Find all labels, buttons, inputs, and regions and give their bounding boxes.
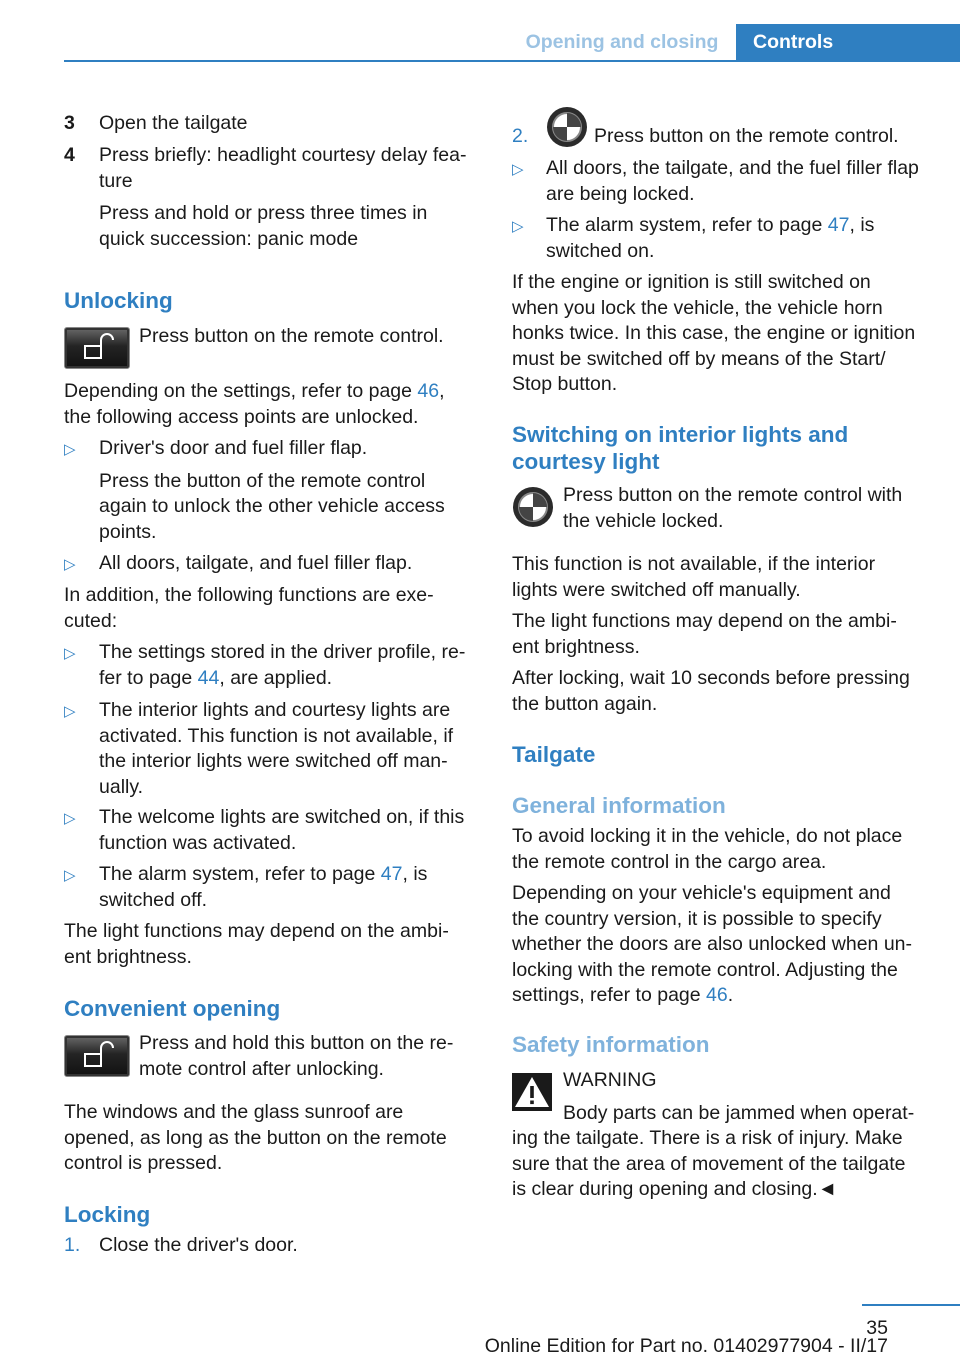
text-line: The welcome lights are switched on, if this (99, 806, 465, 828)
page-link[interactable]: 46 (417, 380, 440, 402)
text-line: Press briefly: headlight courtesy delay fea- (99, 144, 467, 166)
text-line: activated. This function is not available, if (99, 724, 454, 747)
light-paragraph (64, 919, 476, 970)
text-line: Stop button. (512, 373, 618, 395)
heading-interior-lights (512, 421, 848, 475)
text: , are applied. (219, 666, 333, 689)
text-line: Press the button of the remote control (99, 469, 426, 492)
unlocking-caption: Press button on the remote control. (139, 325, 444, 347)
page-link[interactable]: 47 (380, 863, 403, 885)
text-line: ing the tailgate. There is a risk of injury. Make (512, 1127, 903, 1149)
step-text: Open the tailgate (99, 112, 248, 134)
text-line: the following access points are unlocked. (64, 405, 419, 428)
unlocking-paragraph (64, 379, 476, 430)
chapter-tab (736, 24, 960, 61)
edition-footer: Online Edition for Part no. 01402977904 - II/17 (484, 1335, 888, 1357)
text-line: opened, as long as the button on the remote (64, 1126, 447, 1149)
interior-caption (563, 483, 902, 534)
text-line: is clear during opening and closing.◄ (512, 1178, 837, 1200)
page-link[interactable]: 46 (706, 984, 728, 1006)
text-line: locking with the remote control. Adjusting the (512, 958, 898, 981)
text: The alarm system, refer to page (546, 214, 828, 236)
warning-line-1: Body parts can be jammed when operat- (563, 1102, 915, 1124)
footer-rule (862, 1304, 960, 1306)
text-line: honks twice. In this case, the engine or ignition (512, 322, 916, 344)
text-line: Press and hold this button on the re- (139, 1032, 454, 1054)
text-line: lights were switched off manually. (512, 578, 801, 601)
text-line: when you lock the vehicle, the vehicle horn (512, 296, 883, 319)
lock-step-2 (512, 106, 932, 150)
depending-paragraph (512, 881, 928, 1009)
heading-locking: Locking (64, 1202, 151, 1227)
engine-paragraph (512, 270, 928, 398)
bullet-icon: ▷ (512, 161, 524, 178)
general-info-paragraph (512, 824, 928, 875)
text-line: To avoid locking it in the vehicle, do not place (512, 825, 903, 847)
text-line: ent brightness. (64, 945, 192, 968)
addition-paragraph (64, 583, 476, 634)
text-line: This function is not available, if the interior (512, 553, 876, 575)
text-line: control is pressed. (64, 1152, 223, 1174)
wait-paragraph (512, 666, 928, 717)
text: The alarm system, refer to page (99, 863, 381, 885)
text-line: the remote control in the cargo area. (512, 850, 827, 873)
heading-safety-information: Safety information (512, 1032, 710, 1057)
step-text: Close the driver's door. (99, 1234, 298, 1256)
text: , is (849, 214, 875, 236)
text-line: ent brightness. (512, 635, 640, 658)
bullet-icon: ▷ (64, 645, 76, 662)
bullet-icon: ▷ (64, 703, 76, 720)
heading-line: courtesy light (512, 449, 660, 474)
bmw-button-icon (546, 106, 588, 148)
section-tab: Opening and closing (525, 31, 719, 53)
text-line: must be switched off by means of the Start/ (512, 347, 886, 370)
text-line: Driver's door and fuel filler flap. (99, 437, 368, 459)
bullet-icon: ▷ (512, 218, 524, 235)
page-number: 35 (866, 1317, 888, 1339)
text-line: The interior lights and courtesy lights are (99, 699, 451, 721)
heading-line: Switching on interior lights and (512, 422, 849, 447)
text-line: cuted: (64, 609, 118, 632)
text-line: are being locked. (546, 182, 695, 205)
step-text (99, 143, 466, 252)
text-line: All doors, tailgate, and fuel filler flap. (99, 552, 413, 574)
chapter-tab-label: Controls (753, 31, 834, 53)
text-line: the vehicle locked. (563, 509, 724, 532)
text: fer to page (99, 666, 198, 689)
text-line: mote control after unlocking. (139, 1057, 384, 1080)
not-available-paragraph (512, 552, 928, 603)
text-line: If the engine or ignition is still switched on (512, 271, 871, 293)
text-line: switched on. (546, 239, 655, 262)
text-line: switched off. (99, 888, 208, 911)
unlock-button-icon (64, 327, 130, 369)
step-number: 3 (64, 112, 75, 134)
text-line: Press button on the remote control with (563, 484, 903, 506)
text: , (439, 380, 445, 402)
heading-convenient-opening: Convenient opening (64, 996, 281, 1021)
page-link[interactable]: 44 (197, 666, 220, 689)
text-line: sure that the area of movement of the tailgate (512, 1152, 906, 1175)
bullet-icon: ▷ (64, 867, 76, 884)
text: Depending on the settings, refer to page (64, 380, 418, 402)
bullet-icon: ▷ (64, 556, 76, 573)
text-line: The settings stored in the driver profile, re- (99, 641, 466, 663)
text-line: In addition, the following functions are exe- (64, 584, 434, 606)
step-text: Press button on the remote control. (594, 125, 899, 147)
text-line: function was activated. (99, 831, 297, 854)
step-number: 4 (64, 144, 75, 166)
windows-paragraph (64, 1100, 476, 1177)
bmw-button-icon (512, 486, 554, 528)
heading-tailgate: Tailgate (512, 742, 596, 767)
bullet-icon: ▷ (64, 441, 76, 458)
warning-icon (512, 1073, 552, 1109)
text-line: The light functions may depend on the ambi- (512, 610, 897, 632)
text-line: Depending on your vehicle's equipment and (512, 882, 891, 904)
text-line: the interior lights were switched off man- (99, 750, 448, 772)
unlock-button-icon (64, 1035, 130, 1077)
text-line: ture (99, 169, 133, 192)
text: settings, refer to page (512, 984, 707, 1006)
text: . (727, 984, 734, 1006)
warning-label: WARNING (563, 1069, 657, 1091)
text-line: Press and hold or press three times in (99, 202, 428, 224)
light-functions-paragraph (512, 609, 928, 660)
bullet-icon: ▷ (64, 810, 76, 827)
text-line: The light functions may depend on the ambi- (64, 920, 449, 942)
heading-unlocking: Unlocking (64, 288, 173, 313)
text-line: whether the doors are also unlocked when un- (512, 933, 912, 955)
page-link[interactable]: 47 (827, 214, 850, 236)
heading-general-information: General information (512, 793, 726, 818)
text-line: points. (99, 520, 157, 543)
step-number: 1. (64, 1234, 81, 1256)
convenient-caption (139, 1031, 453, 1082)
text-line: the country version, it is possible to specify (512, 907, 882, 930)
text: , is (402, 863, 428, 885)
text-line: After locking, wait 10 seconds before pressing (512, 667, 910, 689)
text-line: the button again. (512, 692, 658, 715)
text-line: The windows and the glass sunroof are (64, 1101, 404, 1123)
text-line: quick succession: panic mode (99, 227, 359, 250)
header-rule (64, 60, 960, 62)
text-line: again to unlock the other vehicle access (99, 495, 445, 517)
step-number: 2. (512, 125, 529, 147)
text-line: ually. (99, 775, 144, 798)
text-line: All doors, the tailgate, and the fuel filler flap (546, 157, 919, 179)
warning-paragraph (512, 1126, 928, 1203)
